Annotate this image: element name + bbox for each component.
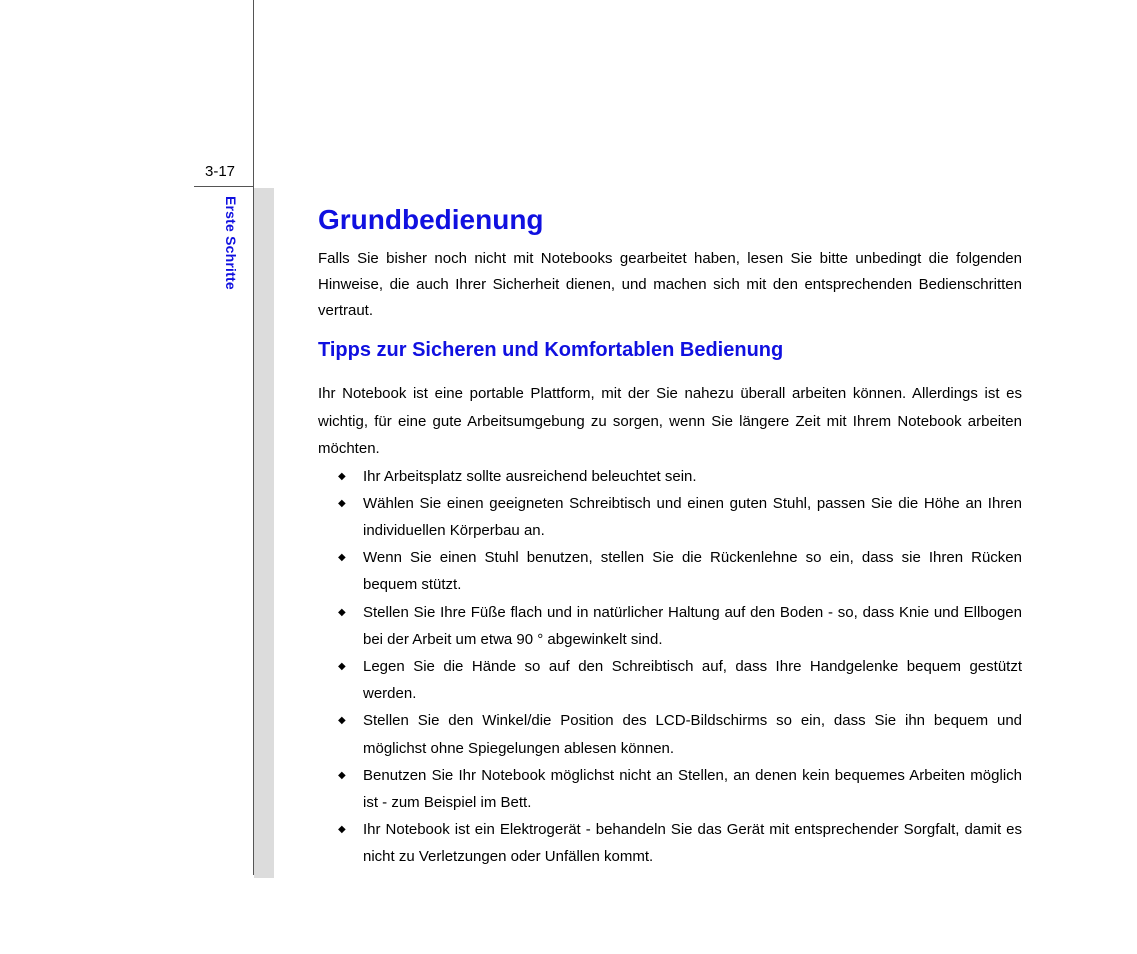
list-item-text: Ihr Arbeitsplatz sollte ausreichend beleuchtet sein. — [363, 467, 697, 485]
diamond-bullet-icon: ◆ — [338, 824, 346, 836]
list-item — [318, 490, 1022, 544]
list-item — [318, 463, 1022, 490]
section-intro-paragraph: Ihr Notebook ist eine portable Plattform, mit der Sie nahezu überall arbeiten können. Allerdings ist es wichtig, für eine gute Arbeitsumgebung zu sorgen, wenn Sie längere Zeit mit Ihrem Notebook arbeiten möchten. — [318, 385, 1022, 457]
page-number: 3-17 — [205, 163, 236, 180]
page-title: Grundbedienung — [318, 204, 544, 235]
diamond-bullet-icon: ◆ — [338, 715, 346, 727]
list-item — [318, 544, 1022, 598]
diamond-bullet-icon: ◆ — [338, 606, 346, 618]
diamond-bullet-icon: ◆ — [338, 660, 346, 672]
list-item-text: Stellen Sie Ihre Füße flach und in natürlicher Haltung auf den Boden - so, dass Knie und Ellbogen bei der Arbeit um etwa 90 ° abgewinkelt sind. — [363, 603, 1022, 648]
list-item-text: Stellen Sie den Winkel/die Position des LCD-Bildschirms so ein, dass Sie ihn bequem und möglichst ohne Spiegelungen ablesen können. — [363, 712, 1022, 757]
list-item-text: Ihr Notebook ist ein Elektrogerät - behandeln Sie das Gerät mit entsprechender Sorgfalt, damit es nicht zu Verletzungen oder Unfällen kommt. — [363, 821, 1022, 866]
page-number-rule — [194, 186, 254, 187]
tips-list — [318, 463, 1022, 871]
diamond-bullet-icon: ◆ — [338, 769, 346, 781]
list-item — [318, 816, 1022, 870]
list-item — [318, 762, 1022, 816]
list-item — [318, 599, 1022, 653]
diamond-bullet-icon: ◆ — [338, 470, 346, 482]
list-item-text: Legen Sie die Hände so auf den Schreibtisch auf, dass Ihre Handgelenke bequem gestützt werden. — [363, 657, 1022, 703]
margin-gray-band — [254, 188, 274, 878]
diamond-bullet-icon: ◆ — [338, 497, 346, 509]
chapter-label: Erste Schritte — [223, 196, 239, 290]
page-content — [318, 200, 1022, 871]
section-title: Tipps zur Sicheren und Komfortablen Bedienung — [318, 339, 784, 361]
intro-paragraph: Falls Sie bisher noch nicht mit Notebooks gearbeitet haben, lesen Sie bitte unbedingt die folgenden Hinweise, die auch Ihrer Sicherheit dienen, und machen sich mit den entsprechenden Bedienschritten vertraut. — [318, 250, 1022, 319]
list-item — [318, 653, 1022, 707]
list-item-text: Wenn Sie einen Stuhl benutzen, stellen Sie die Rückenlehne so ein, dass sie Ihren Rücken bequem stützt. — [363, 549, 1022, 594]
list-item — [318, 707, 1022, 761]
diamond-bullet-icon: ◆ — [338, 552, 346, 564]
list-item-text: Benutzen Sie Ihr Notebook möglichst nicht an Stellen, an denen kein bequemes Arbeiten möglich ist - zum Beispiel im Bett. — [363, 766, 1022, 811]
list-item-text: Wählen Sie einen geeigneten Schreibtisch und einen guten Stuhl, passen Sie die Höhe an Ihren individuellen Körperbau an. — [363, 494, 1022, 539]
